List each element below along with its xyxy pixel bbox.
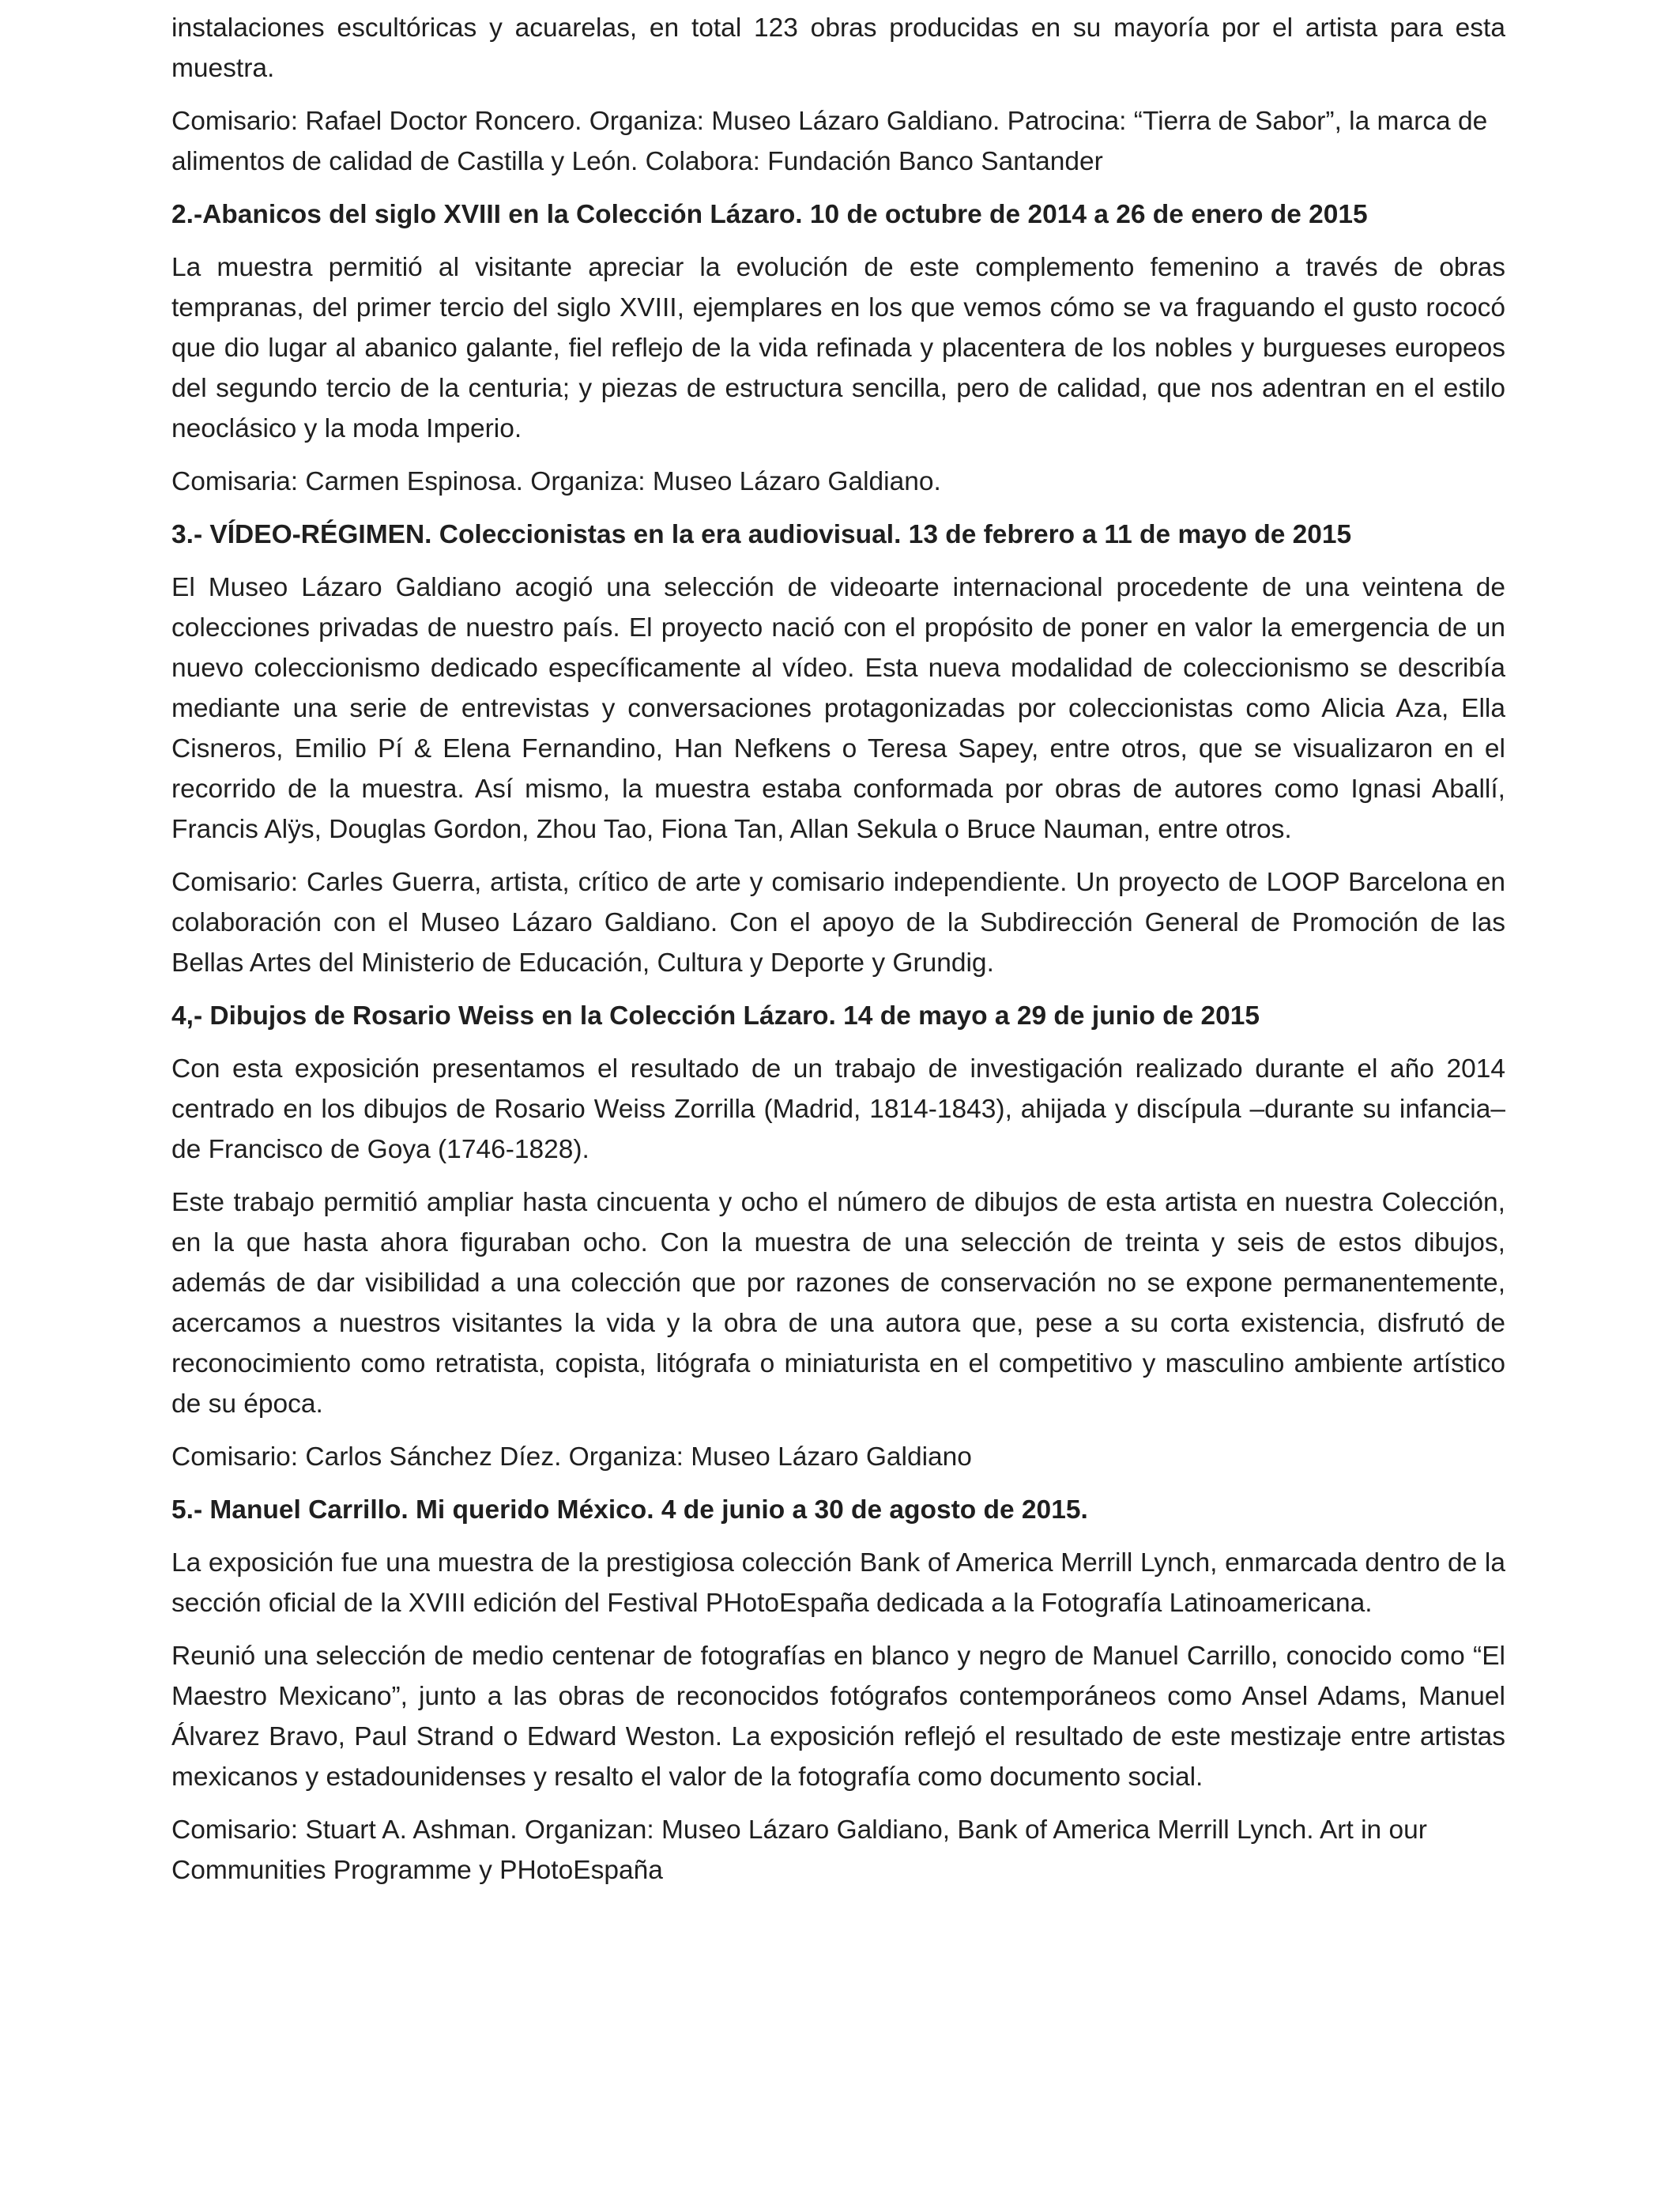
exhibition-paragraph: El Museo Lázaro Galdiano acogió una selección de videoarte internacional procedente de una veintena de colecciones privadas de nuestro país. El proyecto nació con el propósito de poner en valor la emergencia de un nuevo coleccionismo dedicado específicamente al vídeo. Esta nueva modalidad de coleccionismo se describía mediante una serie de entrevistas y conversaciones protagonizadas por coleccionistas como Alicia Aza, Ella Cisneros, Emilio Pí & Elena Fernandino, Han Nefkens o Teresa Sapey, entre otros, que se visualizaron en el recorrido de la muestra. Así mismo, la muestra estaba conformada por obras de autores como Ignasi Aballí, Francis Alÿs, Douglas Gordon, Zhou Tao, Fiona Tan, Allan Sekula o Bruce Nauman, entre otros. [171,573,1505,844]
exhibition-paragraph: Con esta exposición presentamos el resultado de un trabajo de investigación realizado durante el año 2014 centrado en los dibujos de Rosario Weiss Zorrilla (Madrid, 1814-1843), ahijada y discípula –durante su infancia– de Francisco de Goya (1746-1828). [171,1054,1505,1164]
exhibition-credits: Comisaria: Carmen Espinosa. Organiza: Museo Lázaro Galdiano. [171,467,941,496]
exhibition-heading: 5.- Manuel Carrillo. Mi querido México. 4 de junio a 30 de agosto de 2015. [171,1495,1088,1525]
exhibition-credits: Comisario: Carles Guerra, artista, crítico de arte y comisario independiente. Un proyecto de LOOP Barcelona en colaboración con el Museo Lázaro Galdiano. Con el apoyo de la Subdirección General de Promoción de las Bellas Artes del Ministerio de Educación, Cultura y Deporte y Grundig. [171,868,1505,978]
exhibition-heading: 3.- VÍDEO-RÉGIMEN. Coleccionistas en la era audiovisual. 13 de febrero a 11 de mayo de 2015 [171,520,1352,549]
exhibition-heading: 4,- Dibujos de Rosario Weiss en la Colección Lázaro. 14 de mayo a 29 de junio de 2015 [171,1001,1260,1031]
exhibition-paragraph: Este trabajo permitió ampliar hasta cincuenta y ocho el número de dibujos de esta artista en nuestra Colección, en la que hasta ahora figuraban ocho. Con la muestra de una selección de treinta y seis de estos dibujos, además de dar visibilidad a una colección que por razones de conservación no se expone permanentemente, acercamos a nuestros visitantes la vida y la obra de una autora que, pese a su corta existencia, disfrutó de reconocimiento como retratista, copista, litógrafa o miniaturista en el competitivo y masculino ambiente artístico de su época. [171,1188,1505,1419]
intro-paragraph: instalaciones escultóricas y acuarelas, en total 123 obras producidas en su mayoría por el artista para esta muestra. [171,13,1505,83]
exhibition-paragraph: Reunió una selección de medio centenar de fotografías en blanco y negro de Manuel Carrillo, conocido como “El Maestro Mexicano”, junto a las obras de reconocidos fotógrafos contemporáneos como Ansel Adams, Manuel Álvarez Bravo, Paul Strand o Edward Weston. La exposición reflejó el resultado de este mestizaje entre artistas mexicanos y estadounidenses y resalto el valor de la fotografía como documento social. [171,1642,1505,1792]
exhibition-heading: 2.-Abanicos del siglo XVIII en la Colección Lázaro. 10 de octubre de 2014 a 26 de enero de 2015 [171,200,1368,229]
exhibition-credits: Comisario: Carlos Sánchez Díez. Organiza: Museo Lázaro Galdiano [171,1442,972,1472]
exhibition-section-4 [171,996,1505,1477]
exhibition-paragraph: La exposición fue una muestra de la prestigiosa colección Bank of America Merrill Lynch, enmarcada dentro de la sección oficial de la XVIII edición del Festival PHotoEspaña dedicada a la Fotografía Latinoamericana. [171,1548,1505,1618]
exhibition-paragraph: La muestra permitió al visitante apreciar la evolución de este complemento femenino a través de obras tempranas, del primer tercio del siglo XVIII, ejemplares en los que vemos cómo se va fraguando el gusto rococó que dio lugar al abanico galante, fiel reflejo de la vida refinada y placentera de los nobles y burgueses europeos del segundo tercio de la centuria; y piezas de estructura sencilla, pero de calidad, que nos adentran en el estilo neoclásico y la moda Imperio. [171,253,1505,443]
exhibition-section-3 [171,515,1505,983]
exhibition-section-2 [171,194,1505,502]
exhibition-section-5 [171,1490,1505,1891]
intro-credits: Comisario: Rafael Doctor Roncero. Organiza: Museo Lázaro Galdiano. Patrocina: “Tierra de Sabor”, la marca de alimentos de calidad de Castilla y León. Colabora: Fundación Banco Santander [171,107,1488,176]
document-page [171,8,1505,1903]
exhibition-credits: Comisario: Stuart A. Ashman. Organizan: Museo Lázaro Galdiano, Bank of America Merrill Lynch. Art in our Communities Programme y PHotoEspaña [171,1815,1427,1885]
